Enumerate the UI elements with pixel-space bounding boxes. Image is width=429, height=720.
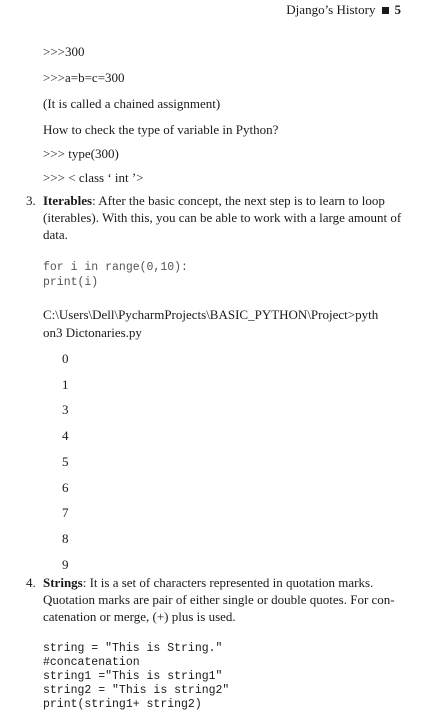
code-line: print(i) [43, 276, 99, 289]
path-line: C:\Users\Dell\PycharmProjects\BASIC_PYTHON\Project>pyth [43, 307, 379, 322]
output-value: 5 [62, 454, 69, 469]
code-line: for i in range(0,10): [43, 261, 188, 274]
code-line: string2 = "This is string2" [43, 684, 230, 697]
square-bullet-icon [382, 7, 389, 14]
paragraph-text: : It is a set of characters represented in quotation marks. [82, 575, 374, 590]
item-term: Strings [43, 575, 83, 590]
running-header [286, 2, 401, 18]
text-line: How to check the type of variable in Python? [43, 122, 279, 137]
output-value: 7 [62, 505, 69, 520]
paragraph-line: (iterables). With this, you can be able to work with a large amount of [43, 210, 402, 225]
code-line: print(string1+ string2) [43, 698, 202, 711]
paragraph-line: data. [43, 227, 68, 242]
output-value: 8 [62, 531, 69, 546]
item-number: 3. [26, 193, 36, 208]
path-line: on3 Dictonaries.py [43, 325, 142, 340]
code-line: #concatenation [43, 656, 140, 669]
repl-line: >>>300 [43, 44, 85, 59]
output-value: 6 [62, 480, 69, 495]
header-title: Django’s History [286, 2, 376, 17]
output-value: 1 [62, 377, 69, 392]
output-value: 9 [62, 557, 69, 572]
paragraph-line: Quotation marks are pair of either single or double quotes. For con- [43, 592, 395, 607]
output-value: 0 [62, 351, 69, 366]
repl-line: >>> type(300) [43, 146, 119, 161]
item-term: Iterables [43, 193, 93, 208]
page-number: 5 [394, 2, 401, 17]
output-value: 3 [62, 402, 69, 417]
repl-line: >>> < class ‘ int ’> [43, 170, 144, 185]
code-line: string = "This is String." [43, 642, 223, 655]
paragraph-line [43, 575, 373, 591]
text-line: (It is called a chained assignment) [43, 96, 221, 111]
paragraph-line: catenation or merge, (+) plus is used. [43, 609, 236, 624]
repl-line: >>>a=b=c=300 [43, 70, 125, 85]
item-number: 4. [26, 575, 36, 590]
code-line: string1 ="This is string1" [43, 670, 223, 683]
paragraph-line [43, 193, 385, 209]
paragraph-text: : After the basic concept, the next step is to learn to loop [92, 193, 385, 208]
output-value: 4 [62, 428, 69, 443]
